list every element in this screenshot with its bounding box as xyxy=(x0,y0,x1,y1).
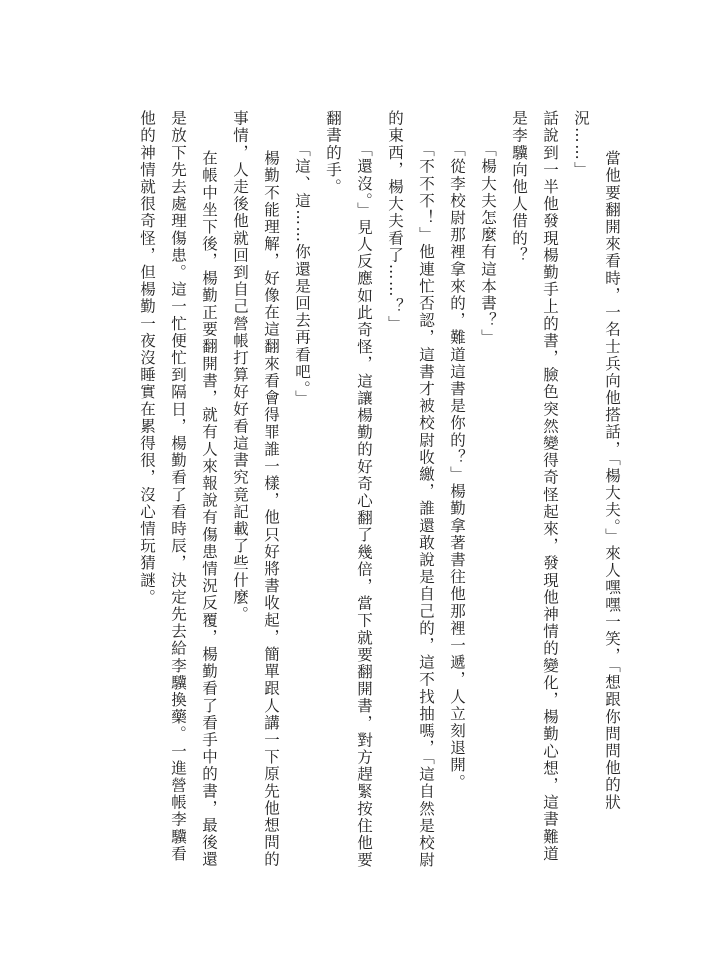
paragraph-8: 楊勤不能理解，好像在這翻來看會得罪誰一樣，他只好將書收起，簡單跟人講一下原先他想問的事情，人走後他就回到自己營帳打算好好看這書究竟記載了些什麼。 xyxy=(231,110,280,869)
vertical-text-body xyxy=(131,110,627,870)
paragraph-1: 當他要翻開來看時，一名士兵向他搭話，「楊大夫。」來人嘿嘿一笑，「想跟你問問他的狀況……」 xyxy=(572,110,621,812)
paragraph-3: 「楊大夫怎麼有這本書？」 xyxy=(479,141,497,347)
paragraph-6: 「還沒。」見人反應如此奇怪，這讓楊勤的好奇心翻了幾倍，當下就要翻開書，對方趕緊按住他要翻書的手。 xyxy=(324,110,373,869)
paragraph-7: 「這、這……你還是回去再看吧。」 xyxy=(293,141,311,407)
paragraph-4: 「從李校尉那裡拿來的，難道這書是你的？」楊勤拿著書往他那裡一遞，人立刻退開。 xyxy=(448,141,466,791)
paragraph-9: 在帳中坐下後，楊勤正要翻開書，就有人來報說有傷患情況反覆，楊勤看了看手中的書，最後還是放下先去處理傷患。這一忙便忙到隔日，楊勤看了看時辰，決定先去給李驥換藥。一進營帳李驥看他的神情就很奇怪，但楊勤一夜沒睡實在累得很，沒心情玩猜謎。 xyxy=(138,110,218,869)
paragraph-2: 話說到一半他發現楊勤手上的書，臉色突然變得奇怪起來，發現他神情的變化，楊勤心想，這書難道是李驥向他人借的？ xyxy=(510,110,559,863)
paragraph-5: 「不不不！」他連忙否認，這書才被校尉收繳，誰還敢說是自己的，這不找抽嗎，「這自然是校尉的東西，楊大夫看了……？」 xyxy=(386,110,435,869)
